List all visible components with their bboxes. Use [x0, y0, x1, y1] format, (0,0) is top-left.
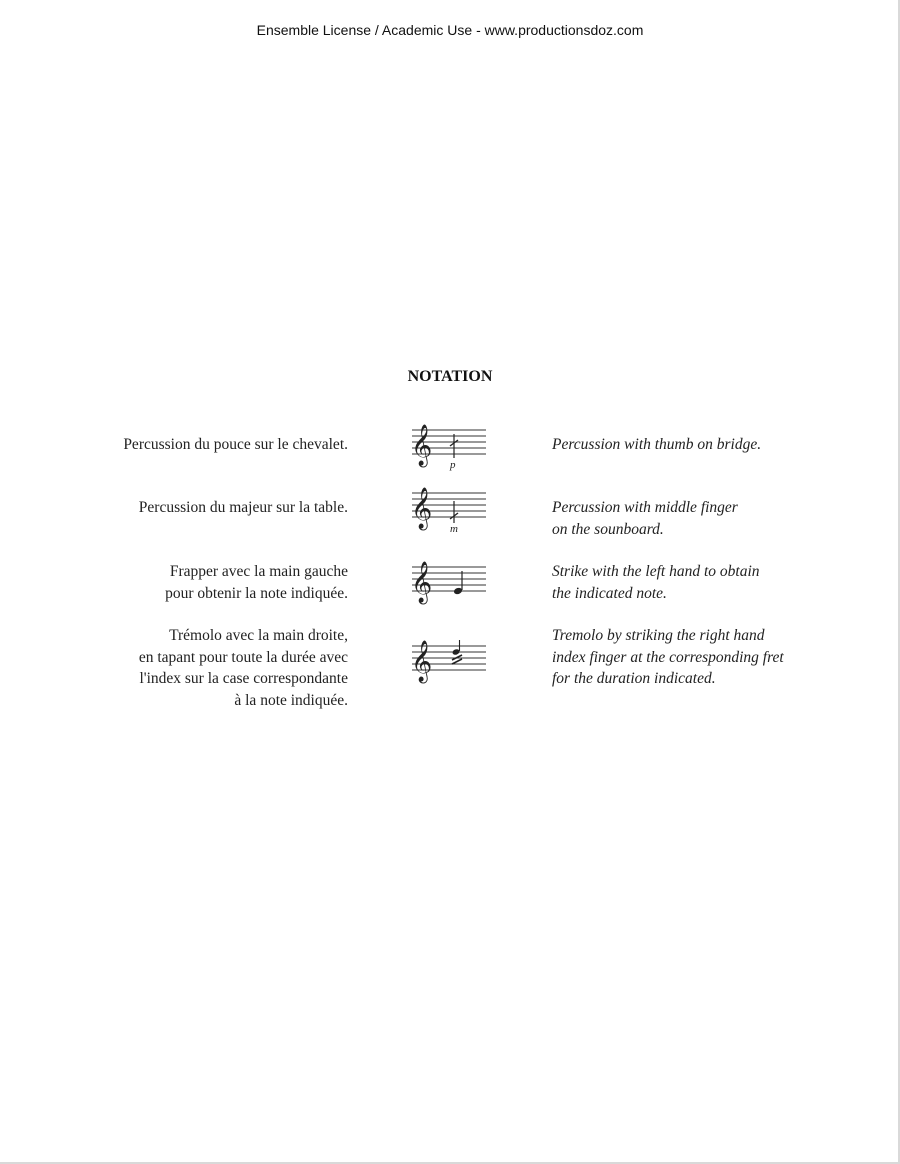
svg-text:𝄞: 𝄞	[411, 425, 433, 466]
finger-label: m	[450, 523, 458, 535]
staff-middle-finger-percussion-icon	[410, 485, 490, 535]
section-title: NOTATION	[407, 368, 493, 385]
svg-text:𝄞: 𝄞	[411, 488, 433, 529]
en-line: on the sounboard.	[552, 520, 664, 538]
notation-fr-text-1	[123, 434, 348, 456]
en-line: Tremolo by striking the right hand	[552, 627, 765, 644]
en-line: Strike with the left hand to obtain	[552, 563, 760, 580]
fr-line: Percussion du majeur sur la table.	[138, 499, 348, 516]
fr-line: en tapant pour toute la durée avec	[138, 648, 348, 666]
staff-tremolo-icon	[410, 638, 490, 688]
svg-text:𝄞: 𝄞	[411, 641, 433, 682]
en-line: the indicated note.	[552, 584, 667, 602]
fr-line: Trémolo avec la main droite,	[169, 627, 348, 644]
en-line: Percussion with middle finger	[552, 499, 738, 516]
notation-fr-text-3	[165, 561, 348, 604]
svg-text:𝄞: 𝄞	[411, 562, 433, 603]
notation-en-text-4	[552, 625, 784, 690]
notation-en-text-2	[552, 497, 738, 540]
notation-fr-text-2	[139, 497, 348, 519]
staff-thumb-percussion-icon	[410, 422, 490, 472]
notation-en-text-1	[552, 434, 761, 456]
fr-line: à la note indiquée.	[234, 691, 348, 709]
finger-label: p	[450, 459, 456, 471]
fr-line: Frapper avec la main gauche	[169, 563, 348, 580]
fr-line: pour obtenir la note indiquée.	[165, 584, 348, 602]
en-line: Percussion with thumb on bridge.	[552, 436, 762, 453]
page-header: Ensemble License / Academic Use - www.productionsdoz.com	[256, 22, 644, 38]
staff-left-hand-strike-icon	[410, 559, 490, 609]
en-line: index finger at the corresponding fret	[552, 648, 784, 666]
notation-fr-text-4	[139, 625, 348, 711]
fr-line: Percussion du pouce sur le chevalet.	[123, 436, 348, 453]
notation-en-text-3	[552, 561, 760, 604]
en-line: for the duration indicated.	[552, 670, 716, 687]
fr-line: l'index sur la case correspondante	[139, 670, 348, 687]
